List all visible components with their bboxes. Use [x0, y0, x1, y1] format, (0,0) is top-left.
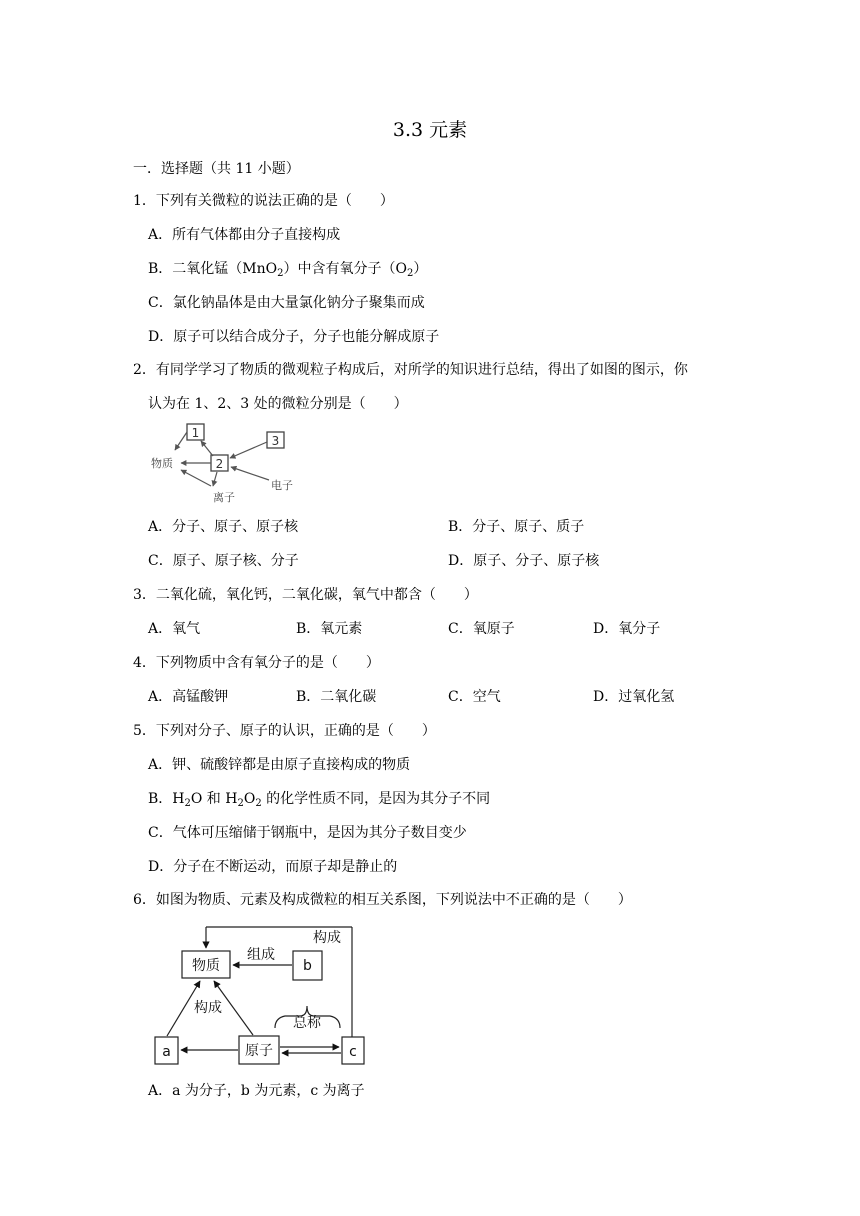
question-4-option-d[interactable]: D．过氧化氢 [593, 689, 675, 705]
question-2-diagram [145, 418, 315, 504]
diagram-label-matter: 物质 [151, 457, 173, 470]
question-5-option-a[interactable]: A．钾、硫酸锌都是由原子直接构成的物质 [148, 757, 411, 773]
question-3-option-c[interactable]: C．氧原子 [448, 621, 515, 637]
question-6-option-a[interactable]: A．a 为分子，b 为元素，c 为离子 [148, 1083, 365, 1099]
question-2-stem-line1: 2．有同学学习了物质的微观粒子构成后，对所学的知识进行总结，得出了如图的图示，你 [133, 362, 688, 378]
diagram-label-construct-left: 构成 [194, 1000, 222, 1016]
question-5-option-c[interactable]: C．气体可压缩储于钢瓶中，是因为其分子数目变少 [148, 825, 467, 841]
diagram-label-construct-top: 构成 [313, 930, 341, 946]
diagram-label-matter-box: 物质 [192, 958, 220, 974]
question-3-option-d[interactable]: D．氧分子 [593, 621, 661, 637]
question-3-option-a[interactable]: A．氧气 [148, 621, 201, 637]
question-1-option-b[interactable]: B．二氧化锰（MnO$_2$）中含有氧分子$(O_2)$ [148, 261, 428, 279]
diagram-label-collective: 总称 [293, 1015, 321, 1031]
diagram-label-b: b [303, 958, 312, 974]
question-3-option-b[interactable]: B．氧元素 [296, 621, 363, 637]
page-title: 3.3 元素 [392, 119, 468, 141]
diagram-label-compose: 组成 [247, 947, 275, 963]
question-4-stem: 4．下列物质中含有氧分子的是（ ） [133, 655, 380, 671]
question-1-option-d[interactable]: D．原子可以结合成分子，分子也能分解成原子 [148, 329, 440, 345]
question-4-option-b[interactable]: B．二氧化碳 [296, 689, 377, 705]
diagram-label-ion: 离子 [213, 491, 235, 504]
diagram-label-c: c [349, 1044, 357, 1060]
diagram-label-atom: 原子 [245, 1043, 273, 1059]
question-2-stem-line2: 认为在 1、2、3 处的微粒分别是（ ） [148, 396, 408, 412]
question-3-stem: 3．二氧化硫，氧化钙，二氧化碳，氧气中都含（ ） [133, 587, 478, 603]
diagram-box-3-label: 3 [271, 434, 280, 448]
question-6-stem: 6．如图为物质、元素及构成微粒的相互关系图，下列说法中不正确的是（ ） [133, 892, 632, 908]
question-2-option-a[interactable]: A．分子、原子、原子核 [148, 519, 299, 535]
question-2-option-b[interactable]: B．分子、原子、质子 [448, 519, 585, 535]
section-heading: 一．选择题（共 11 小题） [133, 161, 300, 177]
question-5-option-b[interactable]: B．$H_2O$ 和 $H_2O_2$ 的化学性质不同，是因为其分子不同 [148, 791, 491, 809]
question-6-diagram [150, 920, 375, 1070]
diagram-label-a: a [162, 1044, 171, 1060]
question-4-option-c[interactable]: C．空气 [448, 689, 501, 705]
question-1-option-c[interactable]: C．氯化钠晶体是由大量氯化钠分子聚集而成 [148, 295, 425, 311]
question-2-option-d[interactable]: D．原子、分子、原子核 [448, 553, 600, 569]
diagram-label-electron: 电子 [271, 479, 293, 492]
diagram-box-2-label: 2 [215, 457, 224, 471]
question-2-option-c[interactable]: C．原子、原子核、分子 [148, 553, 299, 569]
question-1-stem: 1．下列有关微粒的说法正确的是（ ） [133, 193, 394, 209]
question-1-option-a[interactable]: A．所有气体都由分子直接构成 [148, 227, 341, 243]
diagram-box-1-label: 1 [191, 426, 200, 440]
question-5-stem: 5．下列对分子、原子的认识，正确的是（ ） [133, 723, 436, 739]
question-4-option-a[interactable]: A．高锰酸钾 [148, 689, 229, 705]
question-5-option-d[interactable]: D．分子在不断运动，而原子却是静止的 [148, 859, 398, 875]
